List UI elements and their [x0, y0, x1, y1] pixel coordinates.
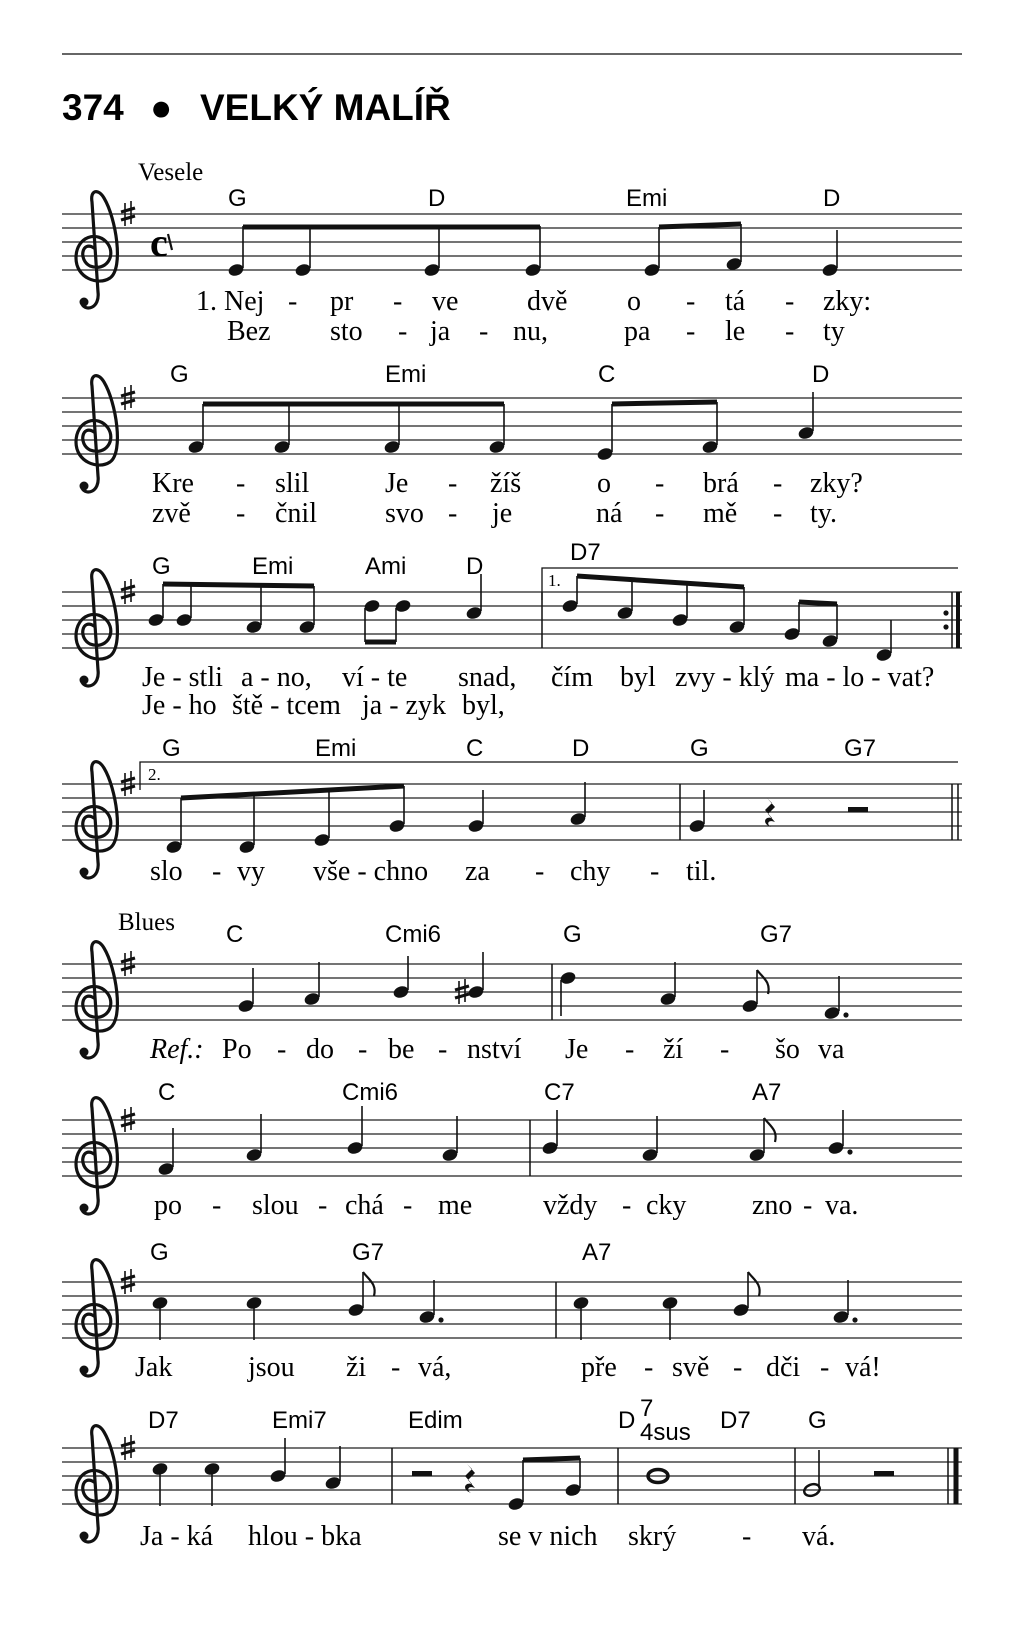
chord-symbol: Edim — [408, 1407, 463, 1434]
notes — [165, 782, 868, 855]
svg-text:1. Nej: 1. Nej — [196, 286, 265, 317]
svg-text:skrý: skrý — [628, 1521, 677, 1552]
chord-symbol: Ami — [365, 553, 407, 580]
chord-symbol: C7 — [544, 1079, 575, 1106]
chord-symbol: G — [170, 361, 189, 388]
svg-text:brá: brá — [703, 468, 739, 499]
chord-symbol: G — [150, 1239, 169, 1266]
svg-text:Kre: Kre — [152, 468, 194, 499]
staff-system-5 — [62, 909, 962, 1065]
chord-symbol: D — [466, 553, 484, 580]
svg-text:-: - — [288, 286, 298, 317]
svg-text:-: - — [358, 1034, 368, 1065]
svg-text:po: po — [154, 1190, 182, 1221]
staff-system-8 — [62, 1395, 962, 1552]
svg-text:vše - chno: vše - chno — [313, 856, 429, 887]
notes — [237, 952, 849, 1021]
svg-text:-: - — [742, 1521, 752, 1552]
svg-text:se v nich: se v nich — [498, 1521, 598, 1552]
chord-symbol: G — [152, 553, 171, 580]
svg-text:-: - — [820, 1352, 830, 1383]
chord-symbol: A7 — [582, 1239, 612, 1266]
chord-symbol: C — [226, 921, 244, 948]
svg-text:Jak: Jak — [135, 1352, 173, 1383]
chord-symbol: D7 — [570, 539, 601, 566]
chord-symbol: D — [812, 361, 830, 388]
svg-text:žíš: žíš — [490, 468, 522, 499]
svg-text:zky:: zky: — [823, 286, 872, 317]
svg-text:vá.: vá. — [802, 1521, 836, 1552]
svg-text:ště - tcem: ště - tcem — [232, 690, 341, 721]
svg-text:-: - — [391, 1352, 401, 1383]
svg-text:-: - — [686, 286, 696, 317]
svg-text:mě: mě — [703, 498, 738, 529]
chord-symbol: D — [428, 185, 446, 212]
svg-text:čnil: čnil — [275, 498, 317, 529]
svg-text:snad,: snad, — [458, 662, 517, 693]
refrain-label: Ref.: — [150, 1034, 204, 1065]
chord-symbol: C — [598, 361, 616, 388]
staff-lines — [62, 1120, 962, 1176]
svg-text:čím: čím — [551, 662, 593, 693]
svg-text:-: - — [448, 468, 458, 499]
treble-clef-icon — [76, 376, 117, 492]
svg-text:do: do — [306, 1034, 334, 1065]
volta-bracket-2 — [140, 762, 958, 790]
svg-text:byl: byl — [620, 662, 656, 693]
treble-clef-icon — [76, 1098, 117, 1214]
svg-text:-: - — [785, 286, 795, 317]
staff-lines — [62, 784, 962, 840]
chord-row — [170, 361, 829, 388]
svg-text:-: - — [438, 1034, 448, 1065]
svg-text:ja - zyk: ja - zyk — [362, 690, 446, 721]
page-header — [62, 54, 962, 128]
svg-text:-: - — [479, 316, 489, 347]
notes — [187, 392, 815, 462]
volta-bracket-1 — [542, 568, 958, 600]
svg-text:zvě: zvě — [152, 498, 191, 529]
svg-text:zvy - klý: zvy - klý — [675, 662, 775, 693]
song-number: 374 — [62, 87, 124, 128]
svg-text:-: - — [535, 856, 545, 887]
title-bullet: ● — [150, 87, 173, 128]
chord-symbol: D7 — [720, 1407, 751, 1434]
svg-text:-: - — [686, 316, 696, 347]
svg-text:za: za — [465, 856, 490, 887]
svg-text:2.: 2. — [148, 765, 161, 784]
svg-text:pr: pr — [330, 286, 354, 317]
staff-lines — [62, 214, 962, 270]
lyrics-verse-2 — [152, 498, 837, 529]
svg-text:ja: ja — [430, 316, 451, 347]
svg-text:-: - — [318, 1190, 328, 1221]
chord-row — [228, 185, 840, 212]
staff-system-6 — [62, 1079, 962, 1221]
chord-symbol: 4sus — [640, 1419, 691, 1446]
svg-text:Je: Je — [385, 468, 409, 499]
svg-text:pře: pře — [581, 1352, 617, 1383]
lyrics-verse-1 — [149, 1034, 845, 1065]
chord-symbol: 7 — [640, 1395, 654, 1422]
svg-text:slou: slou — [252, 1190, 299, 1221]
chord-symbol: D — [823, 185, 841, 212]
chord-row — [226, 921, 792, 948]
lyrics-verse-1 — [152, 468, 863, 499]
svg-text:va: va — [818, 1034, 845, 1065]
treble-clef-icon — [76, 1260, 117, 1376]
svg-text:tá: tá — [725, 286, 746, 317]
svg-text:-: - — [733, 1352, 743, 1383]
staff-lines — [62, 1282, 962, 1338]
chord-symbol: D — [618, 1407, 636, 1434]
half-rest-icon — [848, 807, 868, 812]
svg-text:le: le — [725, 316, 746, 347]
svg-text:-: - — [236, 468, 246, 499]
treble-clef-icon — [76, 762, 117, 878]
svg-text:Je - ho: Je - ho — [142, 690, 217, 721]
lyrics-verse-1 — [142, 662, 934, 693]
song-title: VELKÝ MALÍŘ — [200, 87, 451, 128]
notes — [157, 1106, 853, 1177]
svg-text:chá: chá — [345, 1190, 384, 1221]
chord-symbol: Emi — [626, 185, 668, 212]
treble-clef-icon — [76, 192, 117, 308]
svg-text:-: - — [785, 316, 795, 347]
svg-text:ma - lo - vat?: ma - lo - vat? — [785, 662, 935, 693]
svg-text:vá,: vá, — [418, 1352, 452, 1383]
svg-text:šo: šo — [775, 1034, 800, 1065]
treble-clef-icon — [76, 942, 117, 1058]
svg-text:dči: dči — [766, 1352, 801, 1383]
svg-text:Ja - ká: Ja - ká — [140, 1521, 214, 1552]
svg-text:vá!: vá! — [845, 1352, 881, 1383]
svg-text:-: - — [277, 1034, 287, 1065]
svg-text:-: - — [720, 1034, 730, 1065]
chord-symbol: Emi7 — [272, 1407, 327, 1434]
svg-text:-: - — [236, 498, 246, 529]
chord-symbol: Cmi6 — [385, 921, 442, 948]
svg-text:-: - — [625, 1034, 635, 1065]
svg-text:byl,: byl, — [462, 690, 505, 721]
chord-symbol: D — [572, 735, 590, 762]
tempo-marking: Vesele — [138, 159, 204, 186]
svg-text:-: - — [803, 1190, 813, 1221]
svg-text:ná: ná — [596, 498, 623, 529]
chord-row — [150, 1239, 611, 1266]
svg-text:zky?: zky? — [810, 468, 863, 499]
chord-symbol: A7 — [752, 1079, 782, 1106]
lyrics-verse-1 — [135, 1352, 881, 1383]
chord-symbol: G — [228, 185, 247, 212]
chord-symbol: Cmi6 — [342, 1079, 399, 1106]
chord-symbol: D7 — [148, 1407, 179, 1434]
svg-text:Je: Je — [565, 1034, 589, 1065]
svg-text:zno: zno — [752, 1190, 793, 1221]
half-rest-icon — [412, 1471, 432, 1476]
chord-symbol: Emi — [252, 553, 294, 580]
lyrics-verse-2 — [227, 316, 845, 347]
staff-system-3 — [62, 539, 962, 721]
svg-text:pa: pa — [624, 316, 651, 347]
svg-text:Je - stli: Je - stli — [142, 662, 223, 693]
svg-text:-: - — [212, 1190, 222, 1221]
common-time-icon: c — [150, 220, 168, 265]
staff-system-7 — [62, 1239, 962, 1383]
svg-text:ty: ty — [823, 316, 845, 347]
svg-text:Bez: Bez — [227, 316, 271, 347]
svg-text:dvě: dvě — [527, 286, 568, 317]
svg-text:slo: slo — [150, 856, 183, 887]
chord-symbol: Emi — [385, 361, 427, 388]
treble-clef-icon — [76, 1426, 117, 1542]
svg-text:-: - — [650, 856, 660, 887]
svg-text:-: - — [393, 286, 403, 317]
svg-text:je: je — [492, 498, 513, 529]
chord-row — [148, 1395, 827, 1446]
svg-text:ty.: ty. — [810, 498, 837, 529]
staff-system-2 — [62, 361, 962, 529]
svg-text:slil: slil — [275, 468, 310, 499]
chord-symbol: G7 — [352, 1239, 385, 1266]
chord-symbol: G7 — [844, 735, 877, 762]
svg-text:-: - — [622, 1190, 632, 1221]
chord-symbol: G — [690, 735, 709, 762]
lyrics-verse-2 — [142, 690, 505, 721]
svg-text:o: o — [627, 286, 641, 317]
svg-text:ve: ve — [432, 286, 459, 317]
svg-text:vy: vy — [237, 856, 265, 887]
svg-text:nství: nství — [467, 1034, 522, 1065]
chord-symbol: C — [158, 1079, 176, 1106]
svg-text:chy: chy — [570, 856, 611, 887]
treble-clef-icon — [76, 570, 117, 686]
svg-text:Po: Po — [222, 1034, 252, 1065]
lyrics-verse-1 — [154, 1190, 858, 1221]
svg-text:1.: 1. — [548, 571, 561, 590]
svg-text:-: - — [655, 498, 665, 529]
half-rest-icon — [874, 1471, 894, 1476]
svg-text:hlou - bka: hlou - bka — [248, 1521, 362, 1552]
svg-text:cky: cky — [646, 1190, 687, 1221]
lyrics-verse-1 — [196, 286, 871, 317]
svg-text:me: me — [438, 1190, 473, 1221]
tempo-marking: Blues — [118, 909, 175, 936]
svg-text:jsou: jsou — [248, 1352, 295, 1383]
chord-symbol: G — [808, 1407, 827, 1434]
chord-row — [152, 539, 601, 580]
svg-text:-: - — [773, 498, 783, 529]
staff-system-1 — [62, 159, 962, 347]
svg-text:-: - — [448, 498, 458, 529]
notes — [147, 574, 893, 663]
svg-text:ži: ži — [346, 1352, 367, 1383]
chord-row — [162, 735, 876, 762]
svg-text:o: o — [597, 468, 611, 499]
lyrics-verse-1 — [150, 856, 716, 887]
svg-text:vždy: vždy — [543, 1190, 598, 1221]
svg-text:va.: va. — [825, 1190, 859, 1221]
svg-text:-: - — [398, 316, 408, 347]
svg-text:a - no,: a - no, — [241, 662, 312, 693]
chord-symbol: Emi — [315, 735, 357, 762]
svg-text:-: - — [403, 1190, 413, 1221]
svg-text:svě: svě — [672, 1352, 710, 1383]
staff-system-4 — [62, 735, 962, 887]
staff-lines — [62, 1448, 962, 1504]
chord-symbol: G — [162, 735, 181, 762]
quarter-rest-icon — [465, 1464, 475, 1493]
svg-text:-: - — [655, 468, 665, 499]
lyrics-verse-1 — [140, 1521, 835, 1552]
svg-text:ží: ží — [663, 1034, 684, 1065]
svg-text:-: - — [773, 468, 783, 499]
svg-text:-: - — [644, 1352, 654, 1383]
svg-text:ví - te: ví - te — [342, 662, 408, 693]
svg-text:sto: sto — [330, 316, 363, 347]
svg-text:svo: svo — [385, 498, 424, 529]
chord-symbol: G — [563, 921, 582, 948]
chord-symbol: G7 — [760, 921, 793, 948]
svg-text:til.: til. — [686, 856, 717, 887]
svg-text:be: be — [388, 1034, 415, 1065]
chord-symbol: C — [466, 735, 484, 762]
svg-text:-: - — [212, 856, 222, 887]
svg-text:nu,: nu, — [513, 316, 548, 347]
chord-row — [158, 1079, 781, 1106]
notes — [151, 1438, 894, 1512]
